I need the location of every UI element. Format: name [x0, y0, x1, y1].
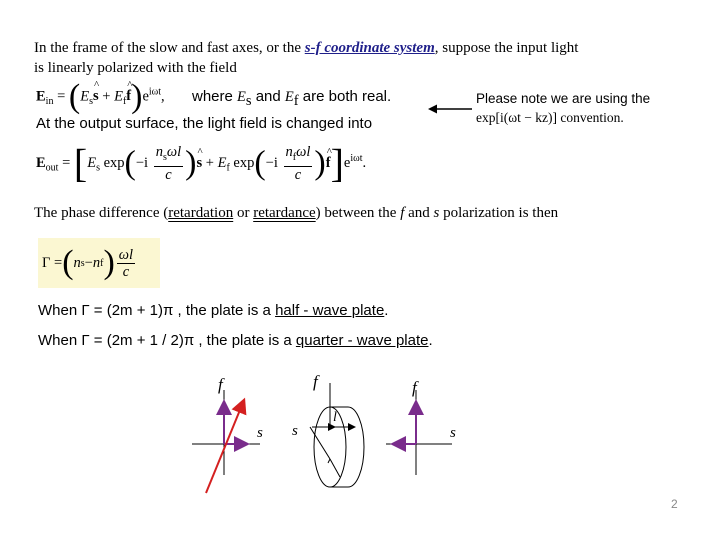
intro-paragraph — [34, 38, 694, 78]
output-surface-text: At the output surface, the light field is changed into — [36, 115, 373, 132]
phase-difference-text: The phase difference (retardation or retardance) between the f and s polarization is then — [34, 205, 559, 221]
half-wave-condition: When Γ = (2m + 1)π , the plate is a half - wave plate. — [38, 302, 389, 319]
where-clause: where $E_s$ and $E_f$ are both real. — [192, 88, 392, 109]
output-polarization-diagram — [386, 378, 456, 475]
input-polarization-diagram — [192, 375, 263, 493]
f-label: f — [313, 372, 318, 391]
retardance-term: retardance — [253, 205, 316, 221]
s-hat-vector: ^ s — [93, 88, 99, 105]
quarter-wave-condition: When Γ = (2m + 1 / 2)π , the plate is a quarter - wave plate. — [38, 332, 433, 349]
fraction-nf: $\frac{n_f\omega l}{c}$ — [285, 144, 311, 183]
ein-equation: $E_{in}$ = ($E_s\^{}$ $s + E_f\^{}$ $f)e^{i\omega t}$, — [36, 80, 165, 114]
intro-line-2: is linearly polarized with the field — [34, 60, 237, 76]
f-hat-vector: ^ f — [126, 88, 131, 105]
left-arrow-icon — [428, 102, 474, 116]
f-label: f — [412, 378, 417, 397]
s-label: s — [292, 423, 298, 439]
ein-subscript: in — [45, 96, 54, 108]
quarter-wave-plate-term: quarter - wave plate — [295, 332, 429, 349]
thickness-label: l — [333, 410, 337, 425]
s-label: s — [257, 425, 263, 441]
convention-note: Please note we are using the exp[i(ωt − kz)] convention. — [476, 91, 651, 125]
f-label: f — [218, 375, 223, 394]
page-number: 2 — [671, 497, 678, 511]
retardation-term: retardation — [168, 205, 234, 221]
intro-line-1 — [34, 38, 694, 58]
s-label: s — [450, 425, 456, 441]
polarization-diagrams — [180, 365, 480, 500]
eout-equation: $E_{out} = [E_s$ exp(−i $\frac{n_s\omega l}{c}$ )^ $s + E_f$ exp(−i $\frac{n_f\omega l}{c}$ )^ $f]e^{i\omega t}$. — [36, 144, 366, 183]
ein-symbol: E — [36, 88, 46, 105]
gamma-formula: Γ = ( n s − n f ) $\frac{\omega l}{c}$ — [38, 238, 160, 288]
half-wave-plate-term: half - wave plate — [275, 302, 385, 319]
es-symbol: E — [80, 88, 90, 105]
ef-symbol: E — [114, 88, 123, 105]
sf-coordinate-system-term: s-f coordinate system — [304, 40, 435, 56]
intro-text: In the frame of the slow and fast axes, or the — [34, 40, 305, 56]
fraction-ns: $\frac{n_s\omega l}{c}$ — [155, 144, 182, 183]
wave-plate-diagram — [292, 372, 364, 487]
intro-text: , suppose the input light — [434, 40, 579, 56]
